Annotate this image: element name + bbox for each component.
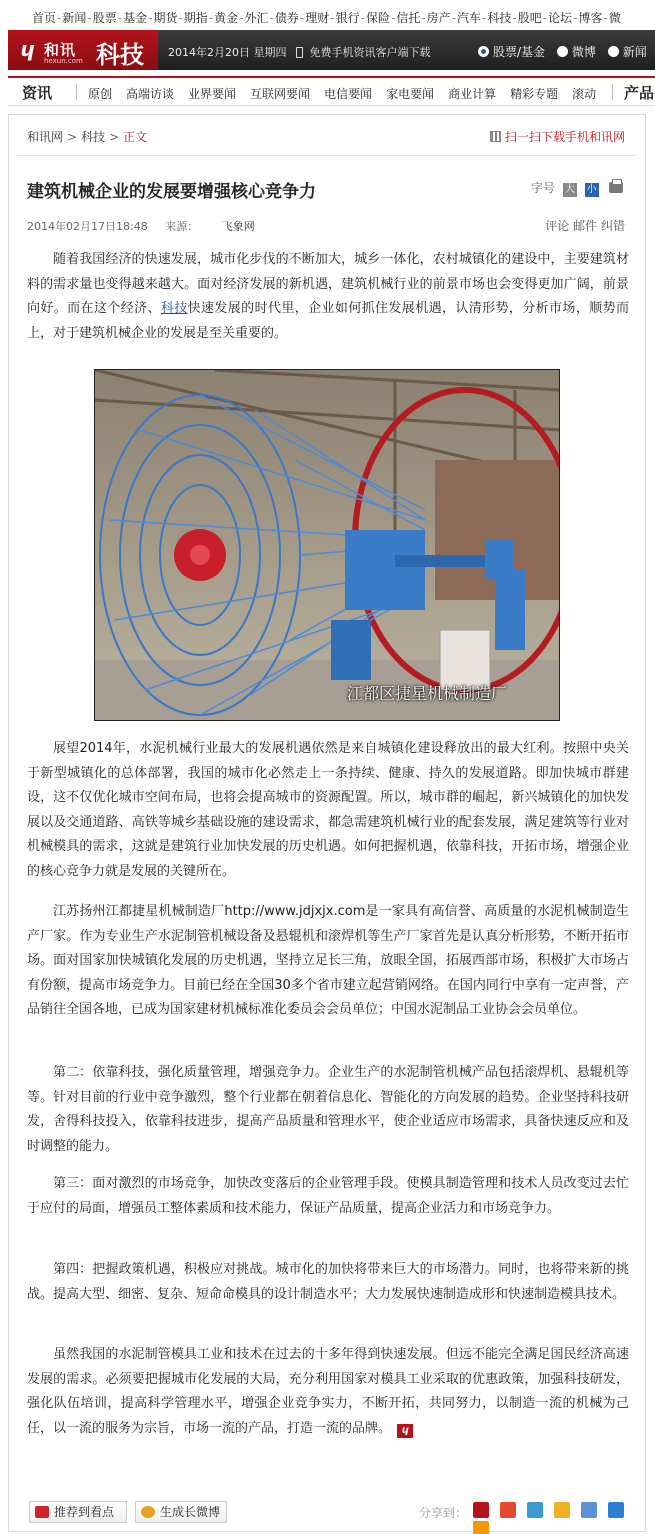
- nav-separator: -: [360, 11, 365, 25]
- subnav-divider: [76, 84, 77, 100]
- divider: [17, 155, 637, 156]
- topnav-link[interactable]: 汽车: [457, 11, 482, 25]
- logo-text: 和讯: [44, 41, 77, 59]
- font-size-controls: [531, 179, 623, 197]
- more-share-icon[interactable]: [608, 1502, 624, 1518]
- breadcrumb: [27, 128, 147, 145]
- logo-mark-icon: ɥ: [20, 37, 35, 61]
- topnav-link[interactable]: 微: [608, 11, 621, 25]
- paragraph-6: 第四：把握政策机遇，积极应对挑战。城市化的加快将带来巨大的市场潜力。同时，也将带来新的挑战。提高大型、细密、复杂、短命命模具的设计制造水平；大力发展快速制造成形和快速制造模具技术。: [27, 1262, 629, 1302]
- long-weibo-button[interactable]: 生成长微博: [135, 1501, 227, 1523]
- paragraph-1: 随着我国经济的快速发展，城市化步伐的不断加大，城乡一体化，农村城镇化的建设中，主要建筑材料的需求量也变得越来越大。面对经济发展的新机遇，建筑机械行业的前景市场也会变得更加广阔，前景向好。而在这个经济、科技快速发展的时代里，企业如何抓住发展机遇，认清形势，分析市场，顺势而上，对于建筑机械企业的发展是至关重要的。: [27, 252, 629, 341]
- nav-separator: -: [117, 11, 123, 25]
- hexun-end-icon: ɥ: [397, 1424, 413, 1438]
- share-bar: [27, 1501, 631, 1523]
- recommend-button[interactable]: 推荐到看点: [29, 1501, 127, 1523]
- subnav-products[interactable]: 产品: [624, 84, 655, 102]
- source-label: 来源：: [165, 220, 199, 233]
- nav-separator: -: [57, 11, 62, 25]
- topnav-link[interactable]: 论坛: [548, 11, 573, 25]
- article-actions: [545, 217, 625, 234]
- nav-separator: -: [573, 11, 578, 25]
- breadcrumb-current: 正文: [123, 130, 148, 144]
- cage-welding-machine-image: [95, 370, 560, 721]
- nav-separator: -: [148, 11, 153, 25]
- topnav-link[interactable]: 新闻: [62, 11, 87, 25]
- site-logo[interactable]: [8, 30, 158, 70]
- nav-separator: -: [330, 11, 335, 25]
- correction-link[interactable]: 纠错: [600, 219, 625, 233]
- subnav-head[interactable]: 资讯: [22, 84, 53, 102]
- topnav-link[interactable]: 期指: [183, 11, 208, 25]
- radio-weibo[interactable]: 微博: [557, 45, 596, 59]
- print-icon[interactable]: [609, 182, 623, 193]
- article-datetime: 2014年02月17日18:48: [27, 220, 148, 233]
- topnav-link[interactable]: 股票: [92, 11, 117, 25]
- weibo-icon: [141, 1506, 155, 1518]
- radio-icon: [608, 46, 619, 57]
- search-type-radios: [478, 43, 655, 60]
- article-frame: [8, 114, 646, 1532]
- nav-separator: -: [421, 11, 426, 25]
- hexun-share-icon[interactable]: [473, 1502, 489, 1518]
- subnav-item[interactable]: 电信要闻: [324, 87, 373, 101]
- subnav-item[interactable]: 互联网要闻: [250, 87, 311, 101]
- breadcrumb-home[interactable]: 和讯网: [27, 130, 64, 144]
- topnav-link[interactable]: 信托: [396, 11, 421, 25]
- subnav-item[interactable]: 精彩专题: [510, 87, 559, 101]
- qr-code-icon: [490, 131, 501, 142]
- paragraph-3: 江苏扬州江都捷星机械制造厂http://www.jdjxjx.com是一家具有高信誉、高质量的水泥机械制造生产厂家。作为专业生产水泥制管机械设备及悬辊机和滚焊机等生产厂家首先是认真分析形势，不断开拓市场。面对国家加快城镇化发展的历史机遇，坚持立足长三角，放眼全国，拓展西部市场，积极扩大市场占有份额，提高市场竞争力。目前已经在全国30多个省市建立起营销网络。在国内同行中享有一定声誉，产品销往全国各地，已成为国家建材机械标准化委员会会员单位；中国水泥制品工业协会会员单位。: [27, 904, 629, 1017]
- comment-link[interactable]: 评论: [545, 219, 570, 233]
- topnav-link[interactable]: 首页: [32, 11, 57, 25]
- subnav-item[interactable]: 原创: [88, 87, 113, 101]
- subnav-item[interactable]: 商业计算: [448, 87, 497, 101]
- article-meta: [27, 218, 255, 234]
- topnav-link[interactable]: 债券: [274, 11, 299, 25]
- breadcrumb-tech[interactable]: 科技: [81, 130, 106, 144]
- channel-subnav: [8, 76, 655, 106]
- subnav-item[interactable]: 家电要闻: [386, 87, 435, 101]
- nav-separator: -: [390, 11, 396, 25]
- tech-keyword-link[interactable]: 科技: [160, 301, 188, 316]
- uc-share-icon[interactable]: [473, 1521, 489, 1534]
- mobile-client-link[interactable]: 免费手机资讯客户端下载: [309, 46, 431, 59]
- article-photo: [94, 369, 560, 721]
- article-title: 建筑机械企业的发展要增强核心竞争力: [27, 182, 316, 202]
- photo-caption: 江都区捷星机械制造厂: [346, 684, 507, 703]
- top-nav: [0, 0, 655, 30]
- subnav-divider: [612, 84, 613, 100]
- nav-separator: -: [603, 11, 608, 25]
- nav-separator: -: [451, 11, 457, 25]
- article-source: 飞象网: [221, 220, 255, 233]
- email-link[interactable]: 邮件: [573, 219, 598, 233]
- paragraph-4: 第二：依靠科技，强化质量管理，增强竞争力。企业生产的水泥制管机械产品包括滚焊机、悬辊机等等。针对目前的行业中竞争激烈，整个行业都在朝着信息化、智能化的方向发展的趋势。企业坚持科技研发，舍得科技投入，依靠科技进步，提高产品质量和管理水平，使企业适应市场需求，具备快速反应和及时调整的能力。: [27, 1065, 629, 1154]
- logo-sub: hexun.com: [44, 57, 83, 65]
- subnav-item[interactable]: 高端访谈: [126, 87, 175, 101]
- radio-stock-fund[interactable]: 股票/基金: [478, 45, 545, 59]
- topnav-link[interactable]: 期货: [153, 11, 178, 25]
- email-share-icon[interactable]: [581, 1502, 597, 1518]
- topnav-link[interactable]: 保险: [365, 11, 390, 25]
- font-small-button[interactable]: 小: [586, 184, 597, 195]
- font-size-label: 字号: [531, 181, 556, 195]
- subnav-item[interactable]: 滚动: [572, 87, 597, 101]
- paragraph-2: 展望2014年，水泥机械行业最大的发展机遇依然是来自城镇化建设释放出的最大红利。按照中央关于新型城镇化的总体部署，我国的城市化必然走上一条持续、健康、持久的发展道路。即加快城市群建设，这不仅优化城市空间布局，也将会提高城市的资源配置。所以，城市群的崛起，新兴城镇化的加快发展以及交通道路、高铁等城乡基础设施的建设需求，都急需建筑机械行业的配套发展，满足建筑等行业对机械模具的需求，这就是建筑行业加快发展的历史机遇。如何把握机遇，依靠科技，开拓市场，增强企业的核心竞争力就是发展的关键所在。: [27, 741, 629, 879]
- font-big-button[interactable]: 大: [564, 184, 575, 195]
- chevron-right-icon: >: [67, 130, 78, 144]
- radio-news[interactable]: 新闻: [608, 45, 647, 59]
- topnav-link[interactable]: 基金: [123, 11, 148, 25]
- nav-separator: -: [208, 11, 214, 25]
- mobile-phone-icon: [296, 47, 303, 58]
- nav-separator: -: [178, 11, 183, 25]
- nav-separator: -: [269, 11, 274, 25]
- topnav-link[interactable]: 黄金: [214, 11, 239, 25]
- brand-bar: [8, 30, 655, 70]
- date-bar: [168, 44, 431, 60]
- topnav-link[interactable]: 外汇: [244, 11, 269, 25]
- topnav-link[interactable]: 股吧: [517, 11, 542, 25]
- topnav-link[interactable]: 理财: [305, 11, 330, 25]
- nav-separator: -: [239, 11, 244, 25]
- recommend-icon: [35, 1506, 49, 1518]
- favorite-star-icon[interactable]: [554, 1502, 570, 1518]
- sina-weibo-icon[interactable]: [500, 1502, 516, 1518]
- share-label: 分享到：: [419, 1506, 468, 1520]
- paragraph-5: 第三：面对激烈的市场竞争，加快改变落后的企业管理手段。使模具制造管理和技术人员改变过去忙于应付的局面，增强员工整体素质和技术能力，保证产品质量，提高企业活力和市场竞争力。: [27, 1176, 629, 1216]
- nav-separator: -: [512, 11, 517, 25]
- nav-separator: -: [542, 11, 548, 25]
- qr-download-link[interactable]: 扫一扫下载手机和讯网: [490, 128, 625, 145]
- subnav-items: [88, 85, 610, 102]
- nav-separator: -: [87, 11, 92, 25]
- qzone-icon[interactable]: [527, 1502, 543, 1518]
- current-date: 2014年2月20日 星期四: [168, 46, 287, 59]
- topnav-link[interactable]: 银行: [335, 11, 360, 25]
- nav-separator: -: [482, 11, 487, 25]
- paragraph-7: 虽然我国的水泥制管模具工业和技术在过去的十多年得到快速发展。但远不能完全满足国民经济高速发展的需求。必须要把握城市化发展的大局，充分利用国家对模具工业采取的优惠政策，加强科技研发，强化队伍培训，提高科学管理水平，增强企业竞争实力，不断开拓，共同努力，以制造一流的机械为己任，以一流的服务为宗旨，市场一流的产品，打造一流的品牌。 ɥ: [27, 1347, 629, 1436]
- topnav-link[interactable]: 房产: [426, 11, 451, 25]
- radio-selected-icon: [478, 46, 489, 57]
- topnav-link[interactable]: 博客: [578, 11, 603, 25]
- channel-title[interactable]: 科技: [96, 40, 144, 69]
- nav-separator: -: [299, 11, 305, 25]
- subnav-item[interactable]: 业界要闻: [188, 87, 237, 101]
- topnav-link[interactable]: 科技: [487, 11, 512, 25]
- radio-icon: [557, 46, 568, 57]
- share-icons: [473, 1502, 631, 1534]
- chevron-right-icon: >: [109, 130, 120, 144]
